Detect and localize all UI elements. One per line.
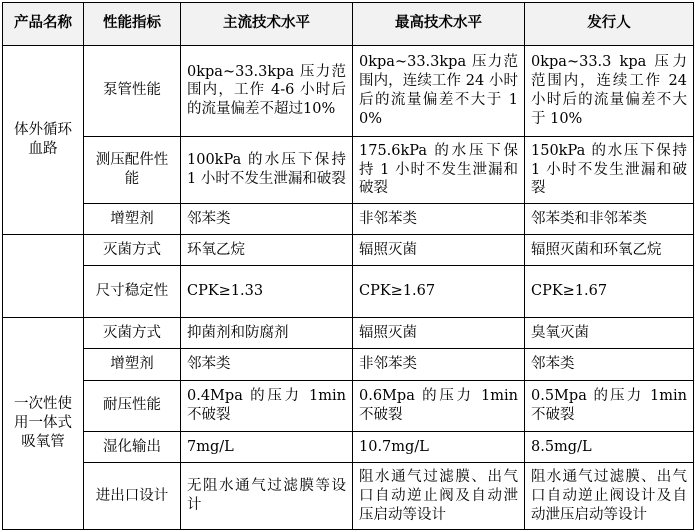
mainstream-cell: 邻苯类: [181, 203, 353, 234]
table-row: [3, 431, 694, 462]
issuer-cell: 辐照灭菌和环氧乙烷: [525, 235, 694, 266]
mainstream-cell: 邻苯类: [181, 349, 353, 380]
product-name-cell: 一次性使用一体式吸氧管: [3, 317, 84, 529]
mainstream-cell: 抑菌剂和防腐剂: [181, 317, 353, 348]
indicator-cell: 尺寸稳定性: [84, 266, 181, 317]
highest-cell: 阻水通气过滤膜、出气口自动逆止阀及自动泄压启动等设计: [353, 463, 525, 530]
highest-cell: 辐照灭菌: [353, 235, 525, 266]
product-name-cell: 体外循环血路: [3, 45, 84, 235]
highest-cell: 0.6Mpa 的压力 1min 不破裂: [353, 380, 525, 431]
issuer-cell: 0kpa~33.3 kpa 压力范围内，连续工作 24 小时后的流量偏差不大于 10%: [525, 45, 694, 137]
header-indicator: 性能指标: [84, 3, 181, 46]
mainstream-cell: 0kpa~33.3kpa 压力范围内，工作 4-6 小时后的流量偏差不超过10%: [181, 45, 353, 137]
table-row: [3, 45, 694, 137]
comparison-table: [2, 2, 694, 530]
highest-cell: CPK≥1.67: [353, 266, 525, 317]
issuer-cell: 0.5Mpa 的压力 1min 不破裂: [525, 380, 694, 431]
issuer-cell: 150kPa 的水压下保持 1 小时不发生泄漏和破裂: [525, 137, 694, 204]
mainstream-cell: CPK≥1.33: [181, 266, 353, 317]
issuer-cell: 邻苯类: [525, 349, 694, 380]
table-row: [3, 235, 694, 266]
issuer-cell: 8.5mg/L: [525, 431, 694, 462]
indicator-cell: 增塑剂: [84, 349, 181, 380]
table-row: [3, 137, 694, 204]
table-row: [3, 317, 694, 348]
indicator-cell: 耐压性能: [84, 380, 181, 431]
mainstream-cell: 环氧乙烷: [181, 235, 353, 266]
highest-cell: 10.7mg/L: [353, 431, 525, 462]
mainstream-cell: 无阻水通气过滤膜等设计: [181, 463, 353, 530]
indicator-cell: 灭菌方式: [84, 317, 181, 348]
highest-cell: 175.6kPa 的水压下保持 1 小时不发生泄漏和破裂: [353, 137, 525, 204]
indicator-cell: 测压配件性能: [84, 137, 181, 204]
mainstream-cell: 100kPa 的水压下保持 1 小时不发生泄漏和破裂: [181, 137, 353, 204]
table-row: [3, 349, 694, 380]
issuer-cell: 阻水通气过滤膜、出气口自动逆止阀设计及自动泄压启动等设计: [525, 463, 694, 530]
mainstream-cell: 0.4Mpa 的压力 1min 不破裂: [181, 380, 353, 431]
header-highest: 最高技术水平: [353, 3, 525, 46]
indicator-cell: 进出口设计: [84, 463, 181, 530]
highest-cell: 辐照灭菌: [353, 317, 525, 348]
indicator-cell: 灭菌方式: [84, 235, 181, 266]
issuer-cell: 臭氧灭菌: [525, 317, 694, 348]
product-name-cell: [3, 235, 84, 318]
table-row: [3, 380, 694, 431]
header-issuer: 发行人: [525, 3, 694, 46]
highest-cell: 非邻苯类: [353, 203, 525, 234]
issuer-cell: 邻苯类和非邻苯类: [525, 203, 694, 234]
table-row: [3, 266, 694, 317]
table-row: [3, 203, 694, 234]
indicator-cell: 泵管性能: [84, 45, 181, 137]
header-row: [3, 3, 694, 46]
highest-cell: 非邻苯类: [353, 349, 525, 380]
indicator-cell: 增塑剂: [84, 203, 181, 234]
header-product: 产品名称: [3, 3, 84, 46]
indicator-cell: 湿化输出: [84, 431, 181, 462]
issuer-cell: CPK≥1.67: [525, 266, 694, 317]
highest-cell: 0kpa~33.3kpa 压力范围内，连续工作 24 小时后的流量偏差不大于 10%: [353, 45, 525, 137]
header-mainstream: 主流技术水平: [181, 3, 353, 46]
mainstream-cell: 7mg/L: [181, 431, 353, 462]
table-row: [3, 463, 694, 530]
